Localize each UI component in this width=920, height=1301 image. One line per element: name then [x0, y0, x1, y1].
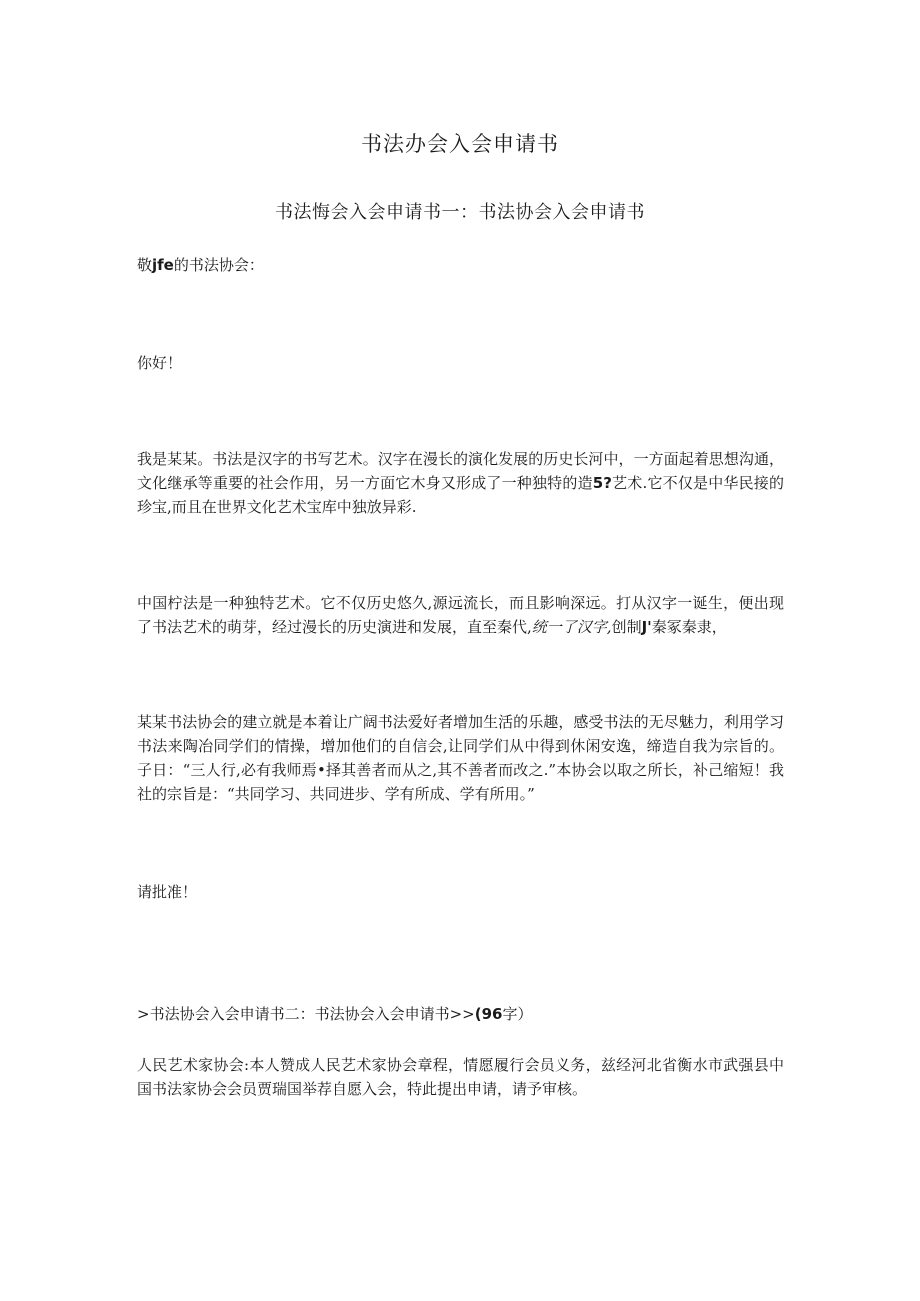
section-two-heading: [137, 1002, 784, 1026]
paragraph-history-pre: 中国柠法是一种独特艺术。它不仅历史悠久,源远流长，而且影响深远。打从汉字一诞生，便出现了书法艺术的萌芽，经过漫长的历史演进和发展，直至秦代,: [137, 594, 784, 636]
closing-request: 请批准！: [137, 883, 198, 901]
document-title: 书法办会入会申请书: [361, 132, 559, 156]
paragraph-history-post: 秦冢秦隶，: [651, 618, 727, 636]
salutation-pre: 敬: [137, 256, 153, 274]
paragraph-application: 人民艺术家协会:本人赞成人民艺术家协会章程，情愿履行会员义务，兹经河北省衡水市武强县中国书法家协会会员贾瑞国举荐自愿入会，特此提出申请，请予审核。: [137, 1056, 784, 1098]
paragraph-intro-pre: 我是某某。书法是汉字的书写艺术。汉字在漫长的演化发展的历史长河中，一方面起着思想沟通，文化继承等重要的社会作用，另一方面它木身又形成了一种独特的造: [137, 450, 784, 492]
salutation: [137, 253, 784, 277]
section-two-heading-post: 字）: [502, 1005, 533, 1023]
salutation-bold: jfe: [152, 256, 174, 274]
paragraph-history-bold: J': [641, 618, 652, 636]
paragraph-intro-bold: 5?: [592, 474, 612, 492]
paragraph-history-italic: 统一了汉字,: [531, 618, 612, 636]
paragraph-intro-post: 艺术.它不仅是中华民接的珍宝,而且在世界文化艺术宝库中独放异彩.: [137, 474, 784, 516]
document-subtitle: 书法悔会入会申请书一：书法协会入会申请书: [275, 202, 645, 223]
paragraph-history-mid: 创制: [611, 618, 642, 636]
paragraph-history: [137, 591, 784, 639]
paragraph-purpose: 某某书法协会的建立就是本着让广阔书法爱好者增加生活的乐趣，感受书法的无尽魅力，利用学习书法来陶冶同学们的情操，增加他们的自信会,让同学们从中得到休闲安逸，缔造自我为宗旨的。子日：“三人行,必有我师焉•择其善者而从之,其不善者而改之.”本协会以取之所长，补己缩短！我社的宗旨是：“共同学习、共同进步、学有所成、学有所用。”: [137, 713, 784, 803]
greeting: 你好！: [137, 354, 183, 372]
section-two-heading-pre: >书法协会入会申请书二：书法协会入会申请书>>: [137, 1005, 475, 1023]
section-two-heading-bold: (96: [474, 1005, 503, 1023]
salutation-post: 的书法协会：: [173, 256, 264, 274]
paragraph-intro: [137, 447, 784, 519]
